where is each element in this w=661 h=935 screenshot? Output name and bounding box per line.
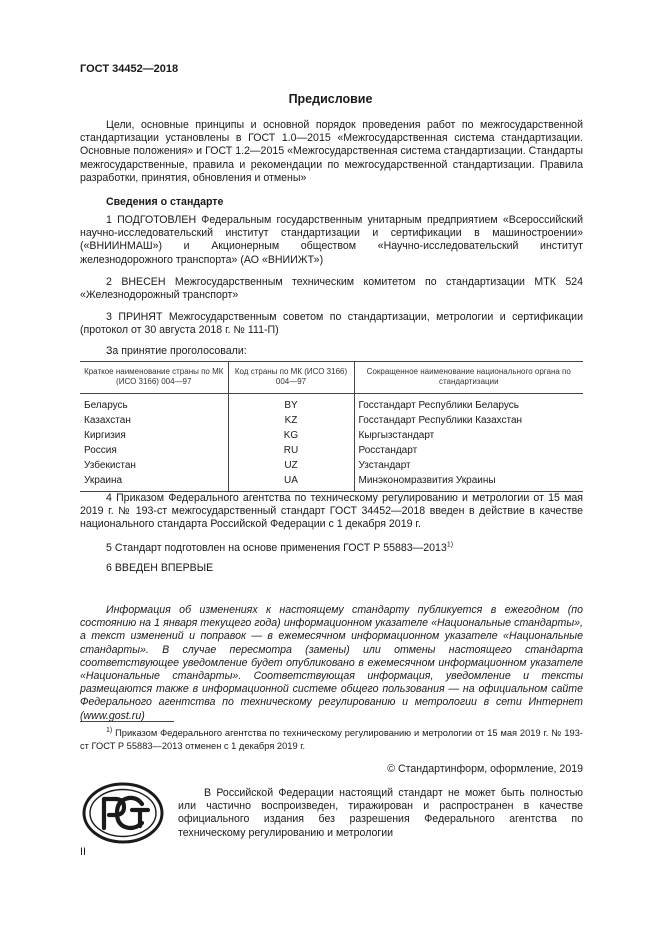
table-cell-country: Узбекистан [80,458,228,473]
table-cell-code: UA [228,473,354,492]
table-header-country: Краткое наименование страны по МК (ИСО 3166) 004—97 [80,362,228,394]
vote-intro: За принятие проголосовали: [106,345,247,357]
page-number: II [80,846,86,858]
table-cell-body: Кыргызстандарт [358,430,435,441]
table-header-row [80,362,583,394]
footnote [80,727,583,752]
footnote-ref[interactable]: 1) [446,541,454,549]
table-cell-country: Казахстан [80,413,228,428]
footnote-mark: 1) [106,726,113,734]
item-3-paragraph: 3 ПРИНЯТ Межгосударственным советом по стандартизации, метрологии и сертификации (протокол от 30 августа 2018 г. № 111-П) [80,311,583,337]
table-row [80,458,583,473]
table-cell-body: Минэкономразвития Украины [354,473,583,492]
table-header-body: Сокращенное наименование национального органа по стандартизации [354,362,583,394]
voting-table [80,361,583,492]
table-cell-body: Госстандарт Республики Беларусь [358,400,519,411]
table-cell-body: Узстандарт [358,460,411,471]
table-row [80,413,583,428]
table-row [80,394,583,414]
info-notice: Информация об изменениях к настоящему стандарту публикуется в ежегодном (по состоянию на 1 января текущего года) информационном указателе «Национальные стандарты», а текст изменений и поправок — в ежемесячном информационном указателе «Национальные стандарты». В случае пересмотра (замены) или отмены настоящего стандарта соответствующее уведомление будет опубликовано в ежемесячном информационном указателе «Национальные стандарты». Соответствующая информация, уведомление и тексты размещаются также в информационной системе общего пользования — на официальном сайте Федерального агентства по техническому регулированию и метрологии в сети Интернет (www.gost.ru) [80,604,583,722]
item-5-text: 5 Стандарт подготовлен на основе применения ГОСТ Р 55883—2013 [106,542,447,554]
table-cell-country: Россия [80,443,228,458]
table-row [80,428,583,443]
item-5-paragraph [80,542,583,555]
rst-logo-icon [82,782,164,844]
footnote-divider [80,721,174,722]
table-cell-body: Росстандарт [358,445,418,456]
table-cell-body: Госстандарт Республики Казахстан [358,415,523,426]
item-4-paragraph: 4 Приказом Федерального агентства по техническому регулированию и метрологии от 15 мая 2019 г. № 193-ст межгосударственный стандарт ГОСТ 34452—2018 введен в действие в качестве национального стандарта Российской Федерации с 1 декабря 2019 г. [80,492,583,531]
table-cell-code: BY [228,394,354,414]
footnote-text: Приказом Федерального агентства по техническому регулированию и метрологии от 15 мая 2019 г. № 193-ст ГОСТ Р 55883—2013 отменен с 1 декабря 2019 г. [80,728,583,751]
table-cell-country: Украина [80,473,228,492]
item-2-paragraph: 2 ВНЕСЕН Межгосударственным техническим комитетом по стандартизации МТК 524 «Железнодорожный транспорт» [80,276,583,302]
table-header-code: Код страны по МК (ИСО 3166) 004—97 [228,362,354,394]
table-row [80,443,583,458]
page-title: Предисловие [288,92,373,106]
section-heading: Сведения о стандарте [106,196,224,208]
table-cell-code: UZ [228,458,354,473]
table-cell-code: RU [228,443,354,458]
rights-notice: В Российской Федерации настоящий стандарт не может быть полностью или частично воспроизведен, тиражирован и распространен в качестве официального издания без разрешения Федерального агентства по техническому регулированию и метрологии [178,787,583,839]
table-row [80,473,583,492]
item-1-paragraph: 1 ПОДГОТОВЛЕН Федеральным государственным унитарным предприятием «Всероссийский научно-исследовательский институт стандартизации и сертификации в машиностроении» («ВНИИНМАШ») и Акционерным обществом «Научно-исследовательский институт железнодорожного транспорта» (АО «ВНИИЖТ») [80,214,583,266]
copyright: © Стандартинформ, оформление, 2019 [387,763,583,775]
table-cell-country: Беларусь [80,394,228,414]
item-6-paragraph: 6 ВВЕДЕН ВПЕРВЫЕ [106,562,214,574]
table-cell-code: KG [228,428,354,443]
table-cell-country: Киргизия [80,428,228,443]
document-code: ГОСТ 34452—2018 [80,63,179,75]
intro-paragraph: Цели, основные принципы и основной порядок проведения работ по межгосударственной стандартизации установлены в ГОСТ 1.0—2015 «Межгосударственная система стандартизации. Основные положения» и ГОСТ 1.2—2015 «Межгосударственная система стандартизации. Стандарты межгосударственные, правила и рекомендации по межгосударственной стандартизации. Правила разработки, принятия, обновления и отмены» [80,119,583,184]
table-cell-code: KZ [228,413,354,428]
